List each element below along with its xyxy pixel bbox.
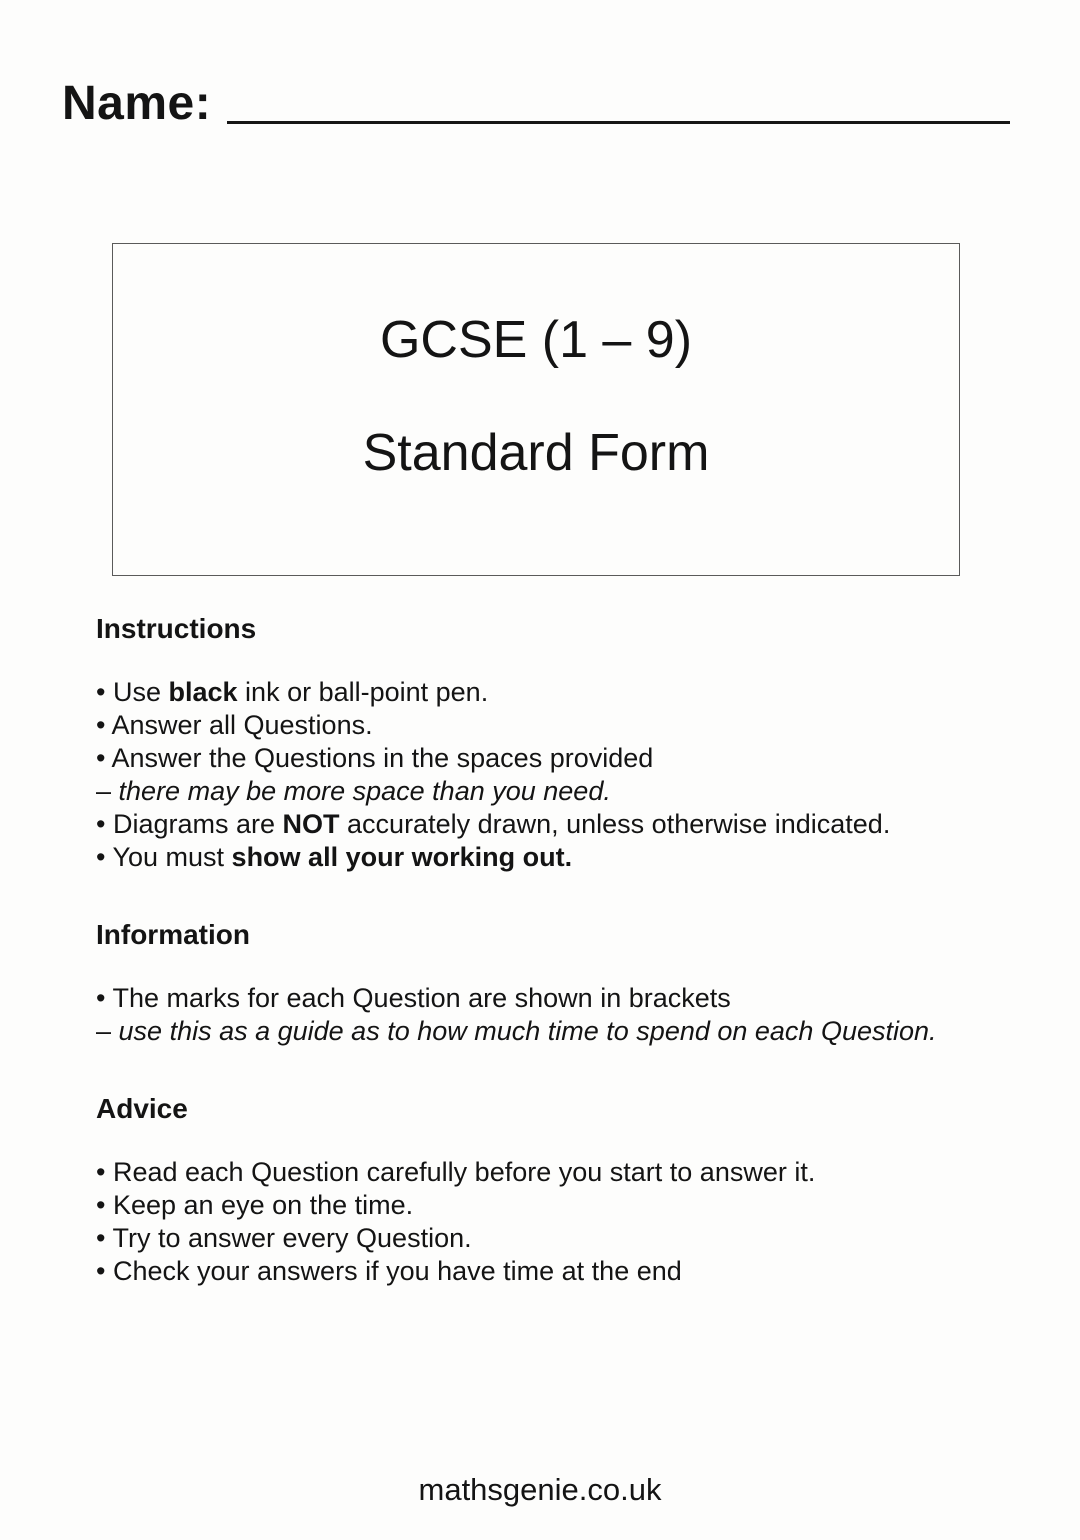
dash-marker: – bbox=[96, 1016, 119, 1046]
list-item bbox=[96, 676, 1028, 709]
section-heading: Information bbox=[96, 919, 250, 950]
text-segment: Diagrams are bbox=[112, 809, 283, 839]
list-item bbox=[96, 1255, 1028, 1288]
topic-title: Standard Form bbox=[362, 424, 710, 483]
list-item bbox=[96, 709, 1028, 742]
text-segment: Answer the Questions in the spaces provided bbox=[111, 743, 654, 773]
list-item bbox=[96, 1156, 1028, 1189]
bullet-marker: • bbox=[96, 983, 113, 1013]
list-item bbox=[96, 982, 1028, 1015]
exam-title: GCSE (1 – 9) bbox=[379, 311, 693, 369]
text-segment: use this as a guide as to how much time to spend on each Question. bbox=[118, 1016, 937, 1046]
list-item bbox=[96, 1222, 1028, 1255]
section-heading: Advice bbox=[96, 1093, 188, 1124]
text-segment: Answer all Questions. bbox=[111, 710, 373, 740]
text-segment: The marks for each Question are shown in brackets bbox=[112, 983, 731, 1013]
text-segment: show all your working out. bbox=[231, 842, 573, 872]
bullet-marker: • bbox=[96, 1190, 113, 1220]
text-segment: You must bbox=[112, 842, 232, 872]
bullet-marker: • bbox=[96, 743, 112, 773]
bullet-marker: • bbox=[96, 1223, 113, 1253]
list-item bbox=[96, 841, 1028, 874]
name-label: Name: bbox=[62, 77, 212, 130]
text-segment: ink or ball-point pen. bbox=[237, 677, 489, 707]
text-segment: accurately drawn, unless otherwise indicated. bbox=[339, 809, 891, 839]
text-segment: Keep an eye on the time. bbox=[112, 1190, 414, 1220]
text-segment: Check your answers if you have time at the end bbox=[112, 1256, 682, 1286]
text-segment: there may be more space than you need. bbox=[118, 776, 611, 806]
list-item bbox=[96, 808, 1028, 841]
text-segment: Try to answer every Question. bbox=[112, 1223, 472, 1253]
list-item bbox=[96, 1015, 1028, 1048]
bullet-marker: • bbox=[96, 1256, 113, 1286]
bullet-marker: • bbox=[96, 710, 112, 740]
bullet-marker: • bbox=[96, 1157, 113, 1187]
text-segment: black bbox=[168, 677, 238, 707]
footer-site: mathsgenie.co.uk bbox=[418, 1472, 662, 1507]
bullet-marker: • bbox=[96, 842, 113, 872]
text-segment: NOT bbox=[282, 809, 340, 839]
name-underline bbox=[227, 121, 1010, 124]
bullet-marker: • bbox=[96, 677, 113, 707]
list-item bbox=[96, 742, 1028, 775]
text-segment: Use bbox=[112, 677, 169, 707]
list-item bbox=[96, 775, 1028, 808]
name-row bbox=[62, 78, 1010, 131]
sections-container bbox=[96, 612, 1028, 1288]
text-segment: Read each Question carefully before you start to answer it. bbox=[112, 1157, 816, 1187]
dash-marker: – bbox=[96, 776, 119, 806]
list-item bbox=[96, 1189, 1028, 1222]
title-box bbox=[112, 243, 960, 576]
section-heading: Instructions bbox=[96, 613, 257, 644]
bullet-marker: • bbox=[96, 809, 113, 839]
